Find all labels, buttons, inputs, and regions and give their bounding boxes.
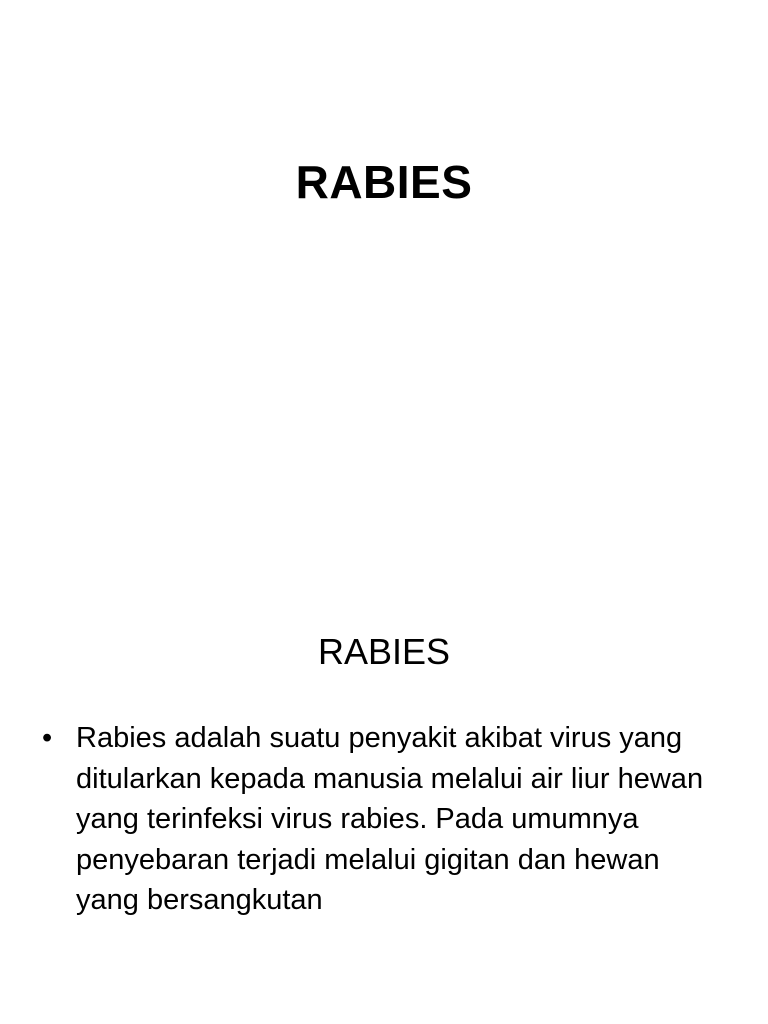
content-slide — [0, 576, 768, 1024]
list-item — [38, 718, 728, 921]
bullet-icon: • — [42, 722, 53, 754]
slide-title: RABIES — [295, 156, 473, 208]
slide-heading: RABIES — [317, 631, 451, 672]
bullet-list — [38, 718, 728, 921]
bullet-text: Rabies adalah suatu penyakit akibat virus yang ditularkan kepada manusia melalui air liur hewan yang terinfeksi virus rabies. Pada umumnya penyebaran terjadi melalui gigitan dan hewan yang bersangkutan — [76, 722, 704, 916]
